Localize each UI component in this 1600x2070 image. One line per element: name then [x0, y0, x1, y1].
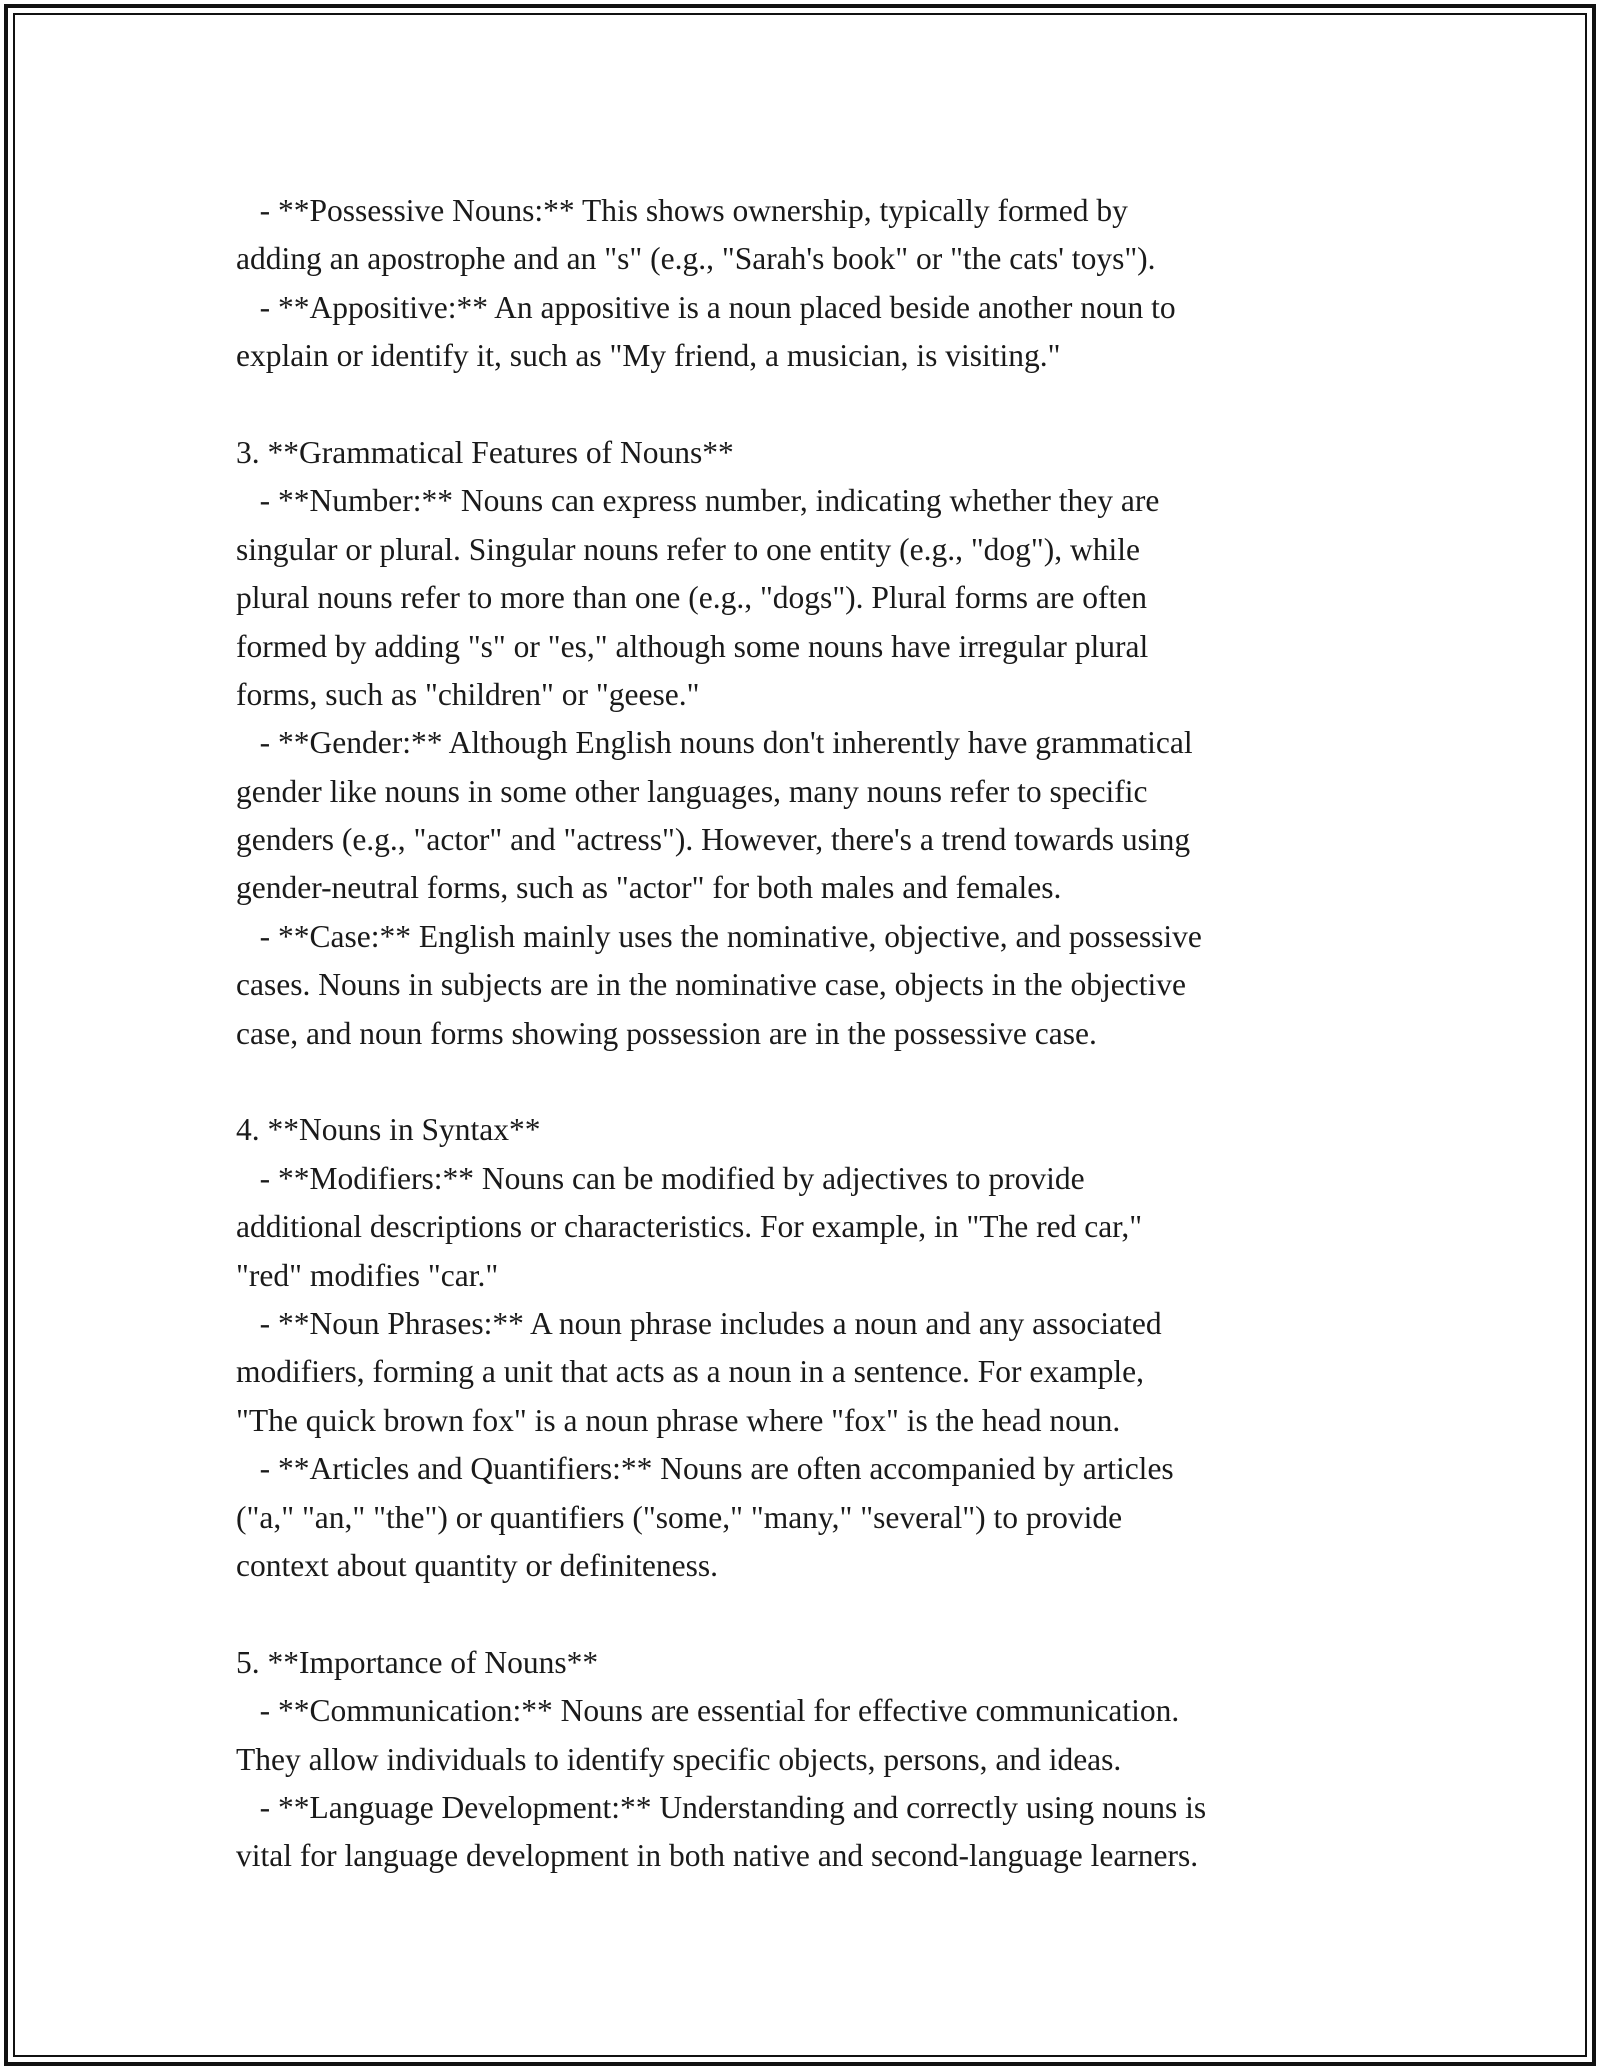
text-line: - **Communication:** Nouns are essential for effective communication. — [236, 1693, 1180, 1729]
text-line: additional descriptions or characteristics. For example, in "The red car," — [236, 1209, 1143, 1245]
text-line: singular or plural. Singular nouns refer to one entity (e.g., "dog"), while — [236, 531, 1141, 567]
text-line: 4. **Nouns in Syntax** — [236, 1112, 541, 1148]
text-line: - **Case:** English mainly uses the nominative, objective, and possessive — [236, 918, 1202, 954]
text-line: - **Articles and Quantifiers:** Nouns are often accompanied by articles — [236, 1451, 1174, 1487]
text-line: - **Modifiers:** Nouns can be modified by adjectives to provide — [236, 1160, 1085, 1196]
text-line: formed by adding "s" or "es," although some nouns have irregular plural — [236, 628, 1149, 664]
text-line: plural nouns refer to more than one (e.g., "dogs"). Plural forms are often — [236, 580, 1147, 616]
text-line: context about quantity or definiteness. — [236, 1547, 719, 1583]
text-line: explain or identify it, such as "My friend, a musician, is visiting." — [236, 338, 1061, 374]
text-line: - **Appositive:** An appositive is a noun placed beside another noun to — [236, 289, 1176, 325]
text-line: gender-neutral forms, such as "actor" for both males and females. — [236, 870, 1062, 906]
text-line: - **Possessive Nouns:** This shows ownership, typically formed by — [236, 193, 1128, 228]
text-line: case, and noun forms showing possession are in the possessive case. — [236, 1015, 1097, 1051]
text-line: forms, such as "children" or "geese." — [236, 676, 700, 712]
text-line: - **Gender:** Although English nouns don't inherently have grammatical — [236, 725, 1193, 761]
text-line: ("a," "an," "the") or quantifiers ("some," "many," "several") to provide — [236, 1499, 1123, 1535]
text-line: adding an apostrophe and an "s" (e.g., "Sarah's book" or "the cats' toys"). — [236, 241, 1156, 277]
text-line: cases. Nouns in subjects are in the nominative case, objects in the objective — [236, 967, 1186, 1003]
text-line — [236, 1590, 1376, 1638]
text-line: - **Language Development:** Understanding and correctly using nouns is — [236, 1789, 1207, 1825]
text-line: genders (e.g., "actor" and "actress"). However, there's a trend towards using — [236, 822, 1191, 858]
text-line: 3. **Grammatical Features of Nouns** — [236, 434, 734, 470]
text-line: modifiers, forming a unit that acts as a noun in a sentence. For example, — [236, 1354, 1144, 1390]
text-line: - **Noun Phrases:** A noun phrase includes a noun and any associated — [236, 1305, 1162, 1341]
text-line: They allow individuals to identify specific objects, persons, and ideas. — [236, 1741, 1122, 1777]
text-line: - **Number:** Nouns can express number, indicating whether they are — [236, 483, 1160, 519]
text-line: gender like nouns in some other languages, many nouns refer to specific — [236, 773, 1148, 809]
text-line: "red" modifies "car." — [236, 1257, 499, 1293]
document-body — [236, 187, 1376, 1881]
text-line — [236, 1058, 1376, 1106]
text-line: "The quick brown fox" is a noun phrase where "fox" is the head noun. — [236, 1402, 1121, 1438]
text-line: vital for language development in both native and second-language learners. — [236, 1838, 1199, 1874]
text-line: 5. **Importance of Nouns** — [236, 1644, 599, 1680]
text-line — [236, 381, 1376, 429]
